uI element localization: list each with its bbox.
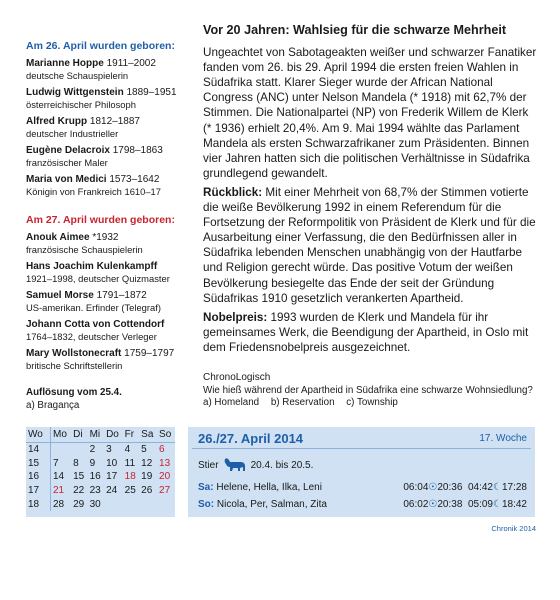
week-cell: 14 <box>26 443 51 457</box>
chrono-quiz <box>203 372 543 410</box>
person-name: Eugène Delacroix <box>26 145 110 156</box>
article <box>203 23 538 359</box>
birthdays-27-title: Am 27. April wurden geboren: <box>26 214 175 226</box>
day-cell: 16 <box>89 471 101 483</box>
calendar-row <box>26 443 175 457</box>
person-name: Hans Joachim Kulenkampff <box>26 261 158 272</box>
calendar-table <box>26 427 175 511</box>
day-cell: 10 <box>106 457 118 469</box>
moonset-time: 18:42 <box>501 499 527 510</box>
day-cell: 30 <box>89 498 101 510</box>
article-title: Vor 20 Jahren: Wahlsieg für die schwarze Mehrheit <box>203 23 507 37</box>
day-cell: 26 <box>141 485 153 497</box>
article-paragraph <box>203 185 538 306</box>
moon-icon: ☾ <box>493 482 502 493</box>
day-cell: 28 <box>53 498 65 510</box>
name-days: Nicola, Per, Salman, Zita <box>216 499 327 510</box>
day-date: 26./27. April 2014 <box>198 431 304 446</box>
day-label: So: <box>198 499 215 510</box>
person-name: Ludwig Wittgenstein <box>26 87 124 98</box>
moonrise-time: 05:09 <box>467 499 493 510</box>
calendar-header-row <box>26 427 175 443</box>
previous-answer <box>26 387 196 412</box>
saturday-names <box>198 482 322 493</box>
calendar-header: Fr <box>123 427 139 443</box>
person-name: Mary Wollstonecraft <box>26 348 122 359</box>
calendar-header: Sa <box>139 427 157 443</box>
day-panel <box>188 427 535 517</box>
day-cell <box>139 497 157 511</box>
chrono-option: a) Homeland <box>203 397 260 409</box>
month-calendar <box>26 427 175 517</box>
person-desc: österreichischer Philosoph <box>26 99 136 110</box>
person-desc: 1921–1998, deutscher Quizmaster <box>26 273 170 284</box>
calendar-row <box>26 484 175 498</box>
zodiac-sign: Stier <box>198 459 219 471</box>
day-cell <box>104 497 123 511</box>
calendar-row <box>26 457 175 471</box>
person-years: 1798–1863 <box>112 145 163 156</box>
day-cell: 18 <box>124 471 136 483</box>
paragraph-text: Mit einer Mehrheit von 68,7% der Stimmen votierte die weiße Bevölkerung 1992 in einem Referendum für die Fortsetzung der Reformpolitik von Präsident de Klerk und für die Ausarbeitung einer Verfassung, die den Bedürfnissen aller in Südafrika lebenden Menschen unabhängig von der Hautfarbe und Religion gerecht würde. Das positive Votum der weißen Bevölkerung besiegelte das Ende der seit der Gründung Südafrikas 1910 gesetzlich verankerten Apartheid. <box>203 185 536 305</box>
person-desc: französische Schauspielerin <box>26 244 143 255</box>
zodiac-range: 20.4. bis 20.5. <box>250 459 314 471</box>
day-cell: 5 <box>141 444 147 456</box>
moon-icon: ☾ <box>493 499 502 510</box>
sun-icon: ☉ <box>428 499 438 510</box>
chrono-option: c) Township <box>346 397 398 409</box>
person-desc: US-amerikan. Erfinder (Telegraf) <box>26 302 161 313</box>
day-cell: 22 <box>73 485 85 497</box>
sunday-sun-moon <box>403 499 527 510</box>
chrono-options <box>203 397 543 410</box>
calendar-row <box>26 497 175 511</box>
calendar-header: Do <box>104 427 123 443</box>
week-cell: 16 <box>26 470 51 484</box>
chrono-title: ChronoLogisch <box>203 372 271 383</box>
calendar-header: Wo <box>26 427 51 443</box>
day-cell: 24 <box>106 485 118 497</box>
day-cell: 8 <box>73 457 79 469</box>
week-number: 17. Woche <box>479 433 527 444</box>
day-cell: 7 <box>53 457 59 469</box>
person-years: 1573–1642 <box>109 174 160 185</box>
day-cell: 17 <box>106 471 118 483</box>
person-name: Johann Cotta von Cottendorf <box>26 319 165 330</box>
answer-text: a) Bragança <box>26 399 80 411</box>
moonset-time: 17:28 <box>501 482 527 493</box>
person <box>26 116 194 140</box>
day-cell <box>123 497 139 511</box>
sunrise-time: 06:02 <box>403 499 429 510</box>
calendar-header: Mo <box>51 427 72 443</box>
sunset-time: 20:38 <box>437 499 463 510</box>
birthdays-27 <box>26 214 194 372</box>
calendar-row <box>26 470 175 484</box>
person-desc: 1764–1832, deutscher Verleger <box>26 331 157 342</box>
answer-title: Auflösung vom 25.4. <box>26 387 122 398</box>
day-cell: 11 <box>124 457 136 469</box>
person <box>26 174 194 198</box>
person <box>26 319 194 343</box>
sunday-names <box>198 499 327 510</box>
day-cell: 25 <box>124 485 136 497</box>
day-cell <box>157 497 175 511</box>
calendar-header: Mi <box>88 427 104 443</box>
person-years: *1932 <box>92 232 119 243</box>
day-cell: 27 <box>159 485 171 497</box>
paragraph-text: 1993 wurden de Klerk und Mandela für ihr gemeinsames Werk, die Beendigung der Apartheid, in Oslo mit dem Friedensnobelpreis ausgezeichnet. <box>203 310 529 354</box>
birthdays-26-title: Am 26. April wurden geboren: <box>26 40 175 52</box>
sunset-time: 20:36 <box>437 482 463 493</box>
person-desc: britische Schriftstellerin <box>26 360 123 371</box>
day-cell: 9 <box>89 457 96 469</box>
chrono-question: Wie hieß während der Apartheid in Südafrika eine schwarze Wohnsiedlung? <box>203 384 533 396</box>
day-cell: 13 <box>159 457 171 469</box>
day-cell: 29 <box>73 498 85 510</box>
person <box>26 58 194 82</box>
day-cell: 20 <box>159 471 171 483</box>
day-cell <box>71 443 87 457</box>
day-cell: 6 <box>159 444 165 456</box>
person <box>26 348 194 372</box>
day-cell: 3 <box>106 444 112 456</box>
person-desc: Königin von Frankreich 1610–17 <box>26 186 161 197</box>
day-cell: 14 <box>53 471 65 483</box>
person-desc: französischer Maler <box>26 157 108 168</box>
day-label: Sa: <box>198 482 214 493</box>
person-desc: deutscher Industrieller <box>26 128 119 139</box>
credit: Chronik 2014 <box>491 524 536 533</box>
person-years: 1791–1872 <box>96 290 147 301</box>
bull-icon <box>223 457 247 473</box>
person-years: 1889–1951 <box>126 87 177 98</box>
person-name: Maria von Medici <box>26 174 107 185</box>
person <box>26 87 194 111</box>
calendar-body <box>26 443 175 511</box>
person <box>26 261 194 285</box>
person <box>26 232 194 256</box>
paragraph-lead: Nobelpreis: <box>203 310 268 324</box>
person <box>26 290 194 314</box>
moonrise-time: 04:42 <box>467 482 493 493</box>
calendar-header: Di <box>71 427 87 443</box>
person-desc: deutsche Schauspielerin <box>26 70 129 81</box>
person-name: Samuel Morse <box>26 290 94 301</box>
week-cell: 15 <box>26 457 51 471</box>
calendar-header: So <box>157 427 175 443</box>
chrono-option: b) Reservation <box>270 397 335 409</box>
day-cell: 21 <box>53 485 65 497</box>
zodiac <box>198 457 313 473</box>
person-name: Marianne Hoppe <box>26 58 104 69</box>
day-cell: 12 <box>141 457 153 469</box>
day-cell: 4 <box>124 444 131 456</box>
week-cell: 18 <box>26 497 51 511</box>
person-name: Anouk Aimee <box>26 232 90 243</box>
week-cell: 17 <box>26 484 51 498</box>
day-cell: 23 <box>89 485 101 497</box>
day-cell: 19 <box>141 471 153 483</box>
name-days: Helene, Hella, Ilka, Leni <box>216 482 322 493</box>
sun-icon: ☉ <box>428 482 438 493</box>
person-years: 1812–1887 <box>89 116 140 127</box>
birthdays-column <box>26 40 194 377</box>
person-years: 1759–1797 <box>124 348 175 359</box>
article-paragraph: Ungeachtet von Sabotageakten weißer und schwarzer Fanatiker fanden vom 26. bis 29. April 1994 die ersten freien Wahlen in Südafrika statt. Klarer Sieger wurde der African National Congress (ANC) unter Nelson Mandela (* 1918) mit 62,7% der Stimmen. Die Nationalpartei (NP) von Frederik Willem de Klerk (* 1936) erhielt 20,4%. Am 9. Mai 1994 wählte das Parlament Mandela als ersten Schwarzafrikaner zum Präsidenten. Binnen vier Jahren hatten sich die politischen Verhältnisse in Südafrika grundlegend gewandelt. <box>203 46 537 180</box>
day-cell: 15 <box>73 471 85 483</box>
sunrise-time: 06:04 <box>403 482 429 493</box>
person-name: Alfred Krupp <box>26 116 88 127</box>
paragraph-lead: Rückblick: <box>203 185 263 199</box>
divider <box>192 448 531 449</box>
saturday-sun-moon <box>403 482 527 493</box>
day-cell: 2 <box>89 444 96 456</box>
person <box>26 145 194 169</box>
article-paragraph <box>203 310 538 355</box>
person-years: 1911–2002 <box>106 58 156 69</box>
day-cell <box>51 443 72 457</box>
